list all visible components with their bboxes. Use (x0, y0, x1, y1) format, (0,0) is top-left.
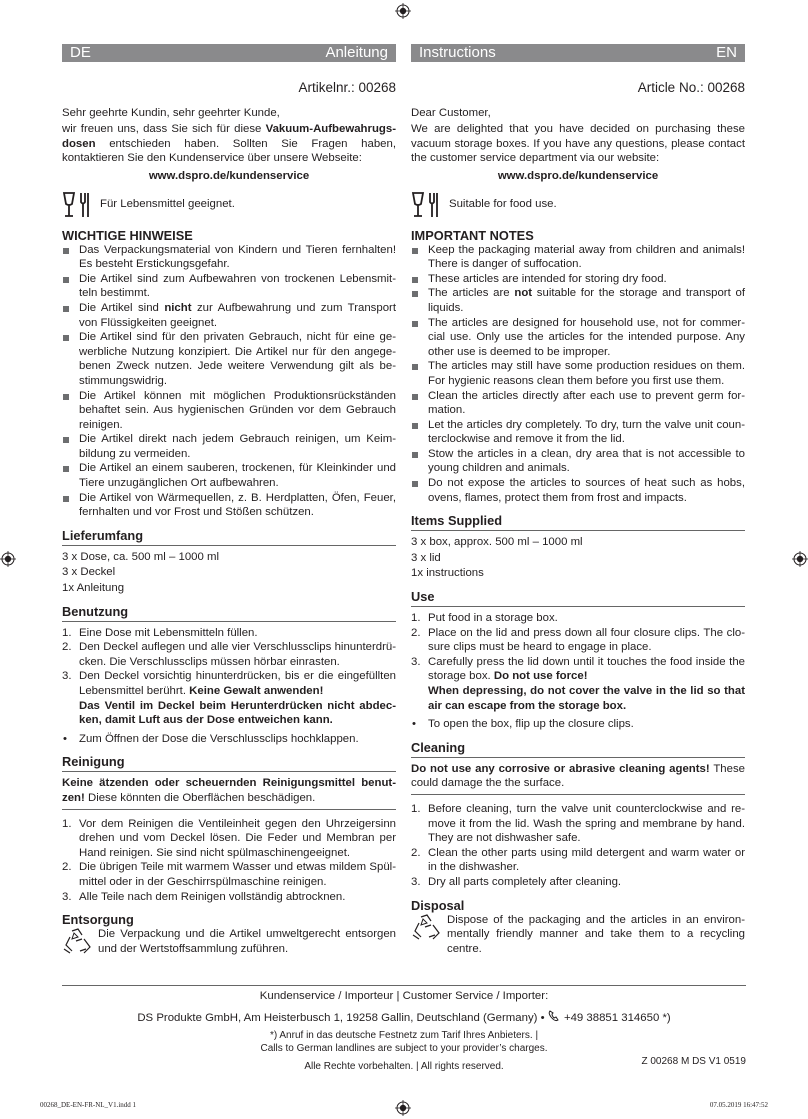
list-item: 3. Carefully press the lid down until it touches the food inside the storage box. Do not use force! When depressing, do not cover the valve in the lid so that air can escape from the storage box. (411, 655, 745, 712)
important-notes-list (411, 243, 745, 506)
supplied-item: 3 x Deckel (62, 566, 116, 579)
phone-number[interactable]: +49 38851 314650 *) (563, 1011, 671, 1024)
cleaning-steps (411, 802, 745, 890)
language-code: DE (70, 44, 91, 61)
greeting: Dear Customer, (411, 106, 491, 119)
website-link[interactable]: www.dspro.de/kundenservice (148, 169, 310, 182)
supplied-item: 3 x box, approx. 500 ml – 1000 ml (411, 536, 583, 549)
list-item: Let the articles dry completely. To dry, turn the valve unit counterclockwise and remove it from the lid. (411, 418, 745, 447)
print-slug-file: 00268_DE-EN-FR-NL_V1.indd 1 (40, 1101, 137, 1110)
rights-text: Alle Rechte vorbehalten. | All rights reserved. (304, 1061, 504, 1073)
list-item: 1. Vor dem Reinigen die Ventileinheit gegen den Uhrzeigersinn drehen und vom Deckel lösen. Die Feder und Membran per Hand reinigen. Sie sind nicht spülmaschinengeeignet. (62, 817, 396, 859)
list-item: 1. Put food in a storage box. (411, 612, 558, 625)
phone-icon (548, 1010, 561, 1022)
section-header (411, 44, 745, 62)
cleaning-heading: Cleaning (411, 739, 466, 755)
food-safe-notice (411, 189, 745, 221)
cleaning-warning: Do not use any corrosive or abrasive cleaning agents! These could damage the the surface. (411, 762, 745, 790)
intro-text: wir freuen uns, dass Sie sich für diese Vakuum-Aufbewahrugsdosen entschieden haben. Sollten Sie Fragen haben, kontaktieren Sie den Kundenservice über unsere Webseite: (62, 123, 396, 165)
website-link[interactable]: www.dspro.de/kundenservice (497, 169, 659, 182)
list-item: The articles may still have some production residues on them. For hygienic reasons clean them before you first use them. (411, 359, 745, 388)
tariff-note: Calls to German landlines are subject to your provider’s charges. (260, 1043, 548, 1055)
disposal-text: Die Verpackung und die Artikel umweltgerecht entsorgen und der Wertstoffsammlung zuführen. (98, 928, 396, 955)
list-item: Die Artikel direkt nach jedem Gebrauch reinigen, um Keimbildung zu vermeiden. (62, 432, 396, 461)
registration-mark-icon (0, 551, 16, 567)
language-code: EN (716, 44, 737, 61)
list-item: Die Artikel sind für den privaten Gebrauch, nicht für eine gewerbliche Nutzung konzipiert. Die Artikel nur für den angegebenen Zweck nutzen. Jede weitere Verwendung gilt als bestimmungswidrig. (62, 330, 396, 388)
supplied-item: 3 x lid (411, 551, 441, 564)
list-item: These articles are intended for storing dry food. (411, 272, 745, 287)
cleaning-steps (62, 817, 396, 905)
german-column (62, 44, 396, 956)
food-safe-label: Für Lebensmittel geeignet. (100, 198, 235, 211)
greeting: Sehr geehrte Kundin, sehr geehrter Kunde, (62, 106, 280, 119)
open-instruction: • To open the box, flip up the closure clips. (411, 717, 745, 732)
print-slug-date: 07.05.2019 16:47:52 (709, 1101, 768, 1110)
article-number: Artikelnr.: 00268 (298, 80, 396, 95)
list-item: 2. Die übrigen Teile mit warmem Wasser und etwas mildem Spülmittel oder in der Geschirrspülmaschine reinigen. (62, 861, 396, 888)
document-id: Z 00268 M DS V1 0519 (641, 1056, 746, 1067)
important-notes-list (62, 243, 396, 520)
disposal-heading: Disposal (411, 897, 465, 913)
food-safe-label: Suitable for food use. (449, 198, 557, 211)
customer-service-label: Kundenservice / Importeur | Customer Service / Importer: (259, 990, 549, 1002)
use-steps (411, 611, 745, 713)
list-item: Die Artikel sind nicht zur Aufbewahrung und zum Transport von Flüssigkeiten geeignet. (62, 301, 396, 330)
list-item: Keep the packaging material away from children and animals! There is danger of suffocation. (411, 243, 745, 272)
list-item: Do not expose the articles to sources of heat such as hobs, ovens, flames, protect them from frost and impacts. (411, 476, 745, 505)
disposal-heading: Entsorgung (62, 912, 134, 928)
notes-heading: IMPORTANT NOTES (411, 227, 534, 243)
cleaning-heading: Reinigung (62, 754, 125, 770)
list-item: Stow the articles in a clean, dry area that is not accessible to young children and animals. (411, 447, 745, 476)
cleaning-warning: Keine ätzenden oder scheuernden Reinigungsmittel benutzen! Diese könnten die Oberflächen beschädigen. (62, 777, 396, 804)
list-item: The articles are not suitable for the storage and transport of liquids. (411, 286, 745, 315)
list-item: The articles are designed for household use, not for commercial use. Only use the articles for the intended purpose. Any other use is deemed to be improper. (411, 316, 745, 360)
list-item: 1. Eine Dose mit Lebensmitteln füllen. (62, 626, 258, 639)
recycle-icon (411, 913, 443, 941)
disposal-notice (62, 927, 396, 956)
recycle-icon (62, 927, 94, 955)
open-instruction: • Zum Öffnen der Dose die Verschlussclips hochklappen. (62, 732, 396, 747)
supplied-heading: Items Supplied (411, 513, 503, 529)
list-item: Das Verpackungsmaterial von Kindern und Tieren fernhalten! Es besteht Erstickungsgefahr. (62, 243, 396, 272)
section-title: Instructions (419, 44, 496, 61)
english-column (411, 44, 745, 956)
registration-mark-icon (792, 551, 808, 567)
list-item: Die Artikel können mit möglichen Produktionsrückständen behaftet sein. Aus hygienischen Gründen vor dem Gebrauch reinigen. (62, 389, 396, 433)
list-item: 1. Before cleaning, turn the valve unit counterclockwise and remove it from the lid. Wash the spring and membrane by hand. They are not dishwasher safe. (411, 802, 745, 845)
company-address: DS Produkte GmbH, Am Heisterbusch 1, 19258 Gallin, Deutschland (Germany) • +49 38851 314650 *) (137, 1011, 671, 1024)
supplied-item: 3 x Dose, ca. 500 ml – 1000 ml (62, 550, 220, 563)
list-item: 2. Place on the lid and press down all four closure clips. The closure clips must be heard to engage in place. (411, 626, 745, 654)
list-item: 3. Alle Teile nach dem Reinigen vollständig abtrocknen. (62, 890, 346, 903)
use-steps (62, 626, 396, 728)
supplied-heading: Lieferumfang (62, 527, 144, 543)
list-item: Clean the articles directly after each use to prevent germ formation. (411, 389, 745, 418)
article-number: Article No.: 00268 (637, 80, 745, 95)
section-header (62, 44, 396, 62)
food-safe-notice (62, 189, 396, 221)
disposal-text: Dispose of the packaging and the articles in an environmentally friendly manner and take them to a recycling centre. (447, 913, 745, 955)
list-item: Die Artikel an einem sauberen, trockenen, für Kleinkinder und Tiere unzugänglichen Ort aufbewahren. (62, 461, 396, 490)
list-item: 2. Clean the other parts using mild detergent and warm water or in the dishwasher. (411, 846, 745, 874)
list-item: 3. Dry all parts completely after cleaning. (411, 875, 622, 888)
list-item: Die Artikel sind zum Aufbewahren von trockenen Lebensmitteln bestimmt. (62, 272, 396, 301)
disposal-notice (411, 913, 745, 957)
list-item: 2. Den Deckel auflegen und alle vier Verschlussclips hinunterdrücken. Die Verschlussclips müssen hörbar einrasten. (62, 641, 396, 668)
supplied-item: 1x instructions (411, 567, 484, 580)
tariff-note: *) Anruf in das deutsche Festnetz zum Tarif Ihres Anbieters. | (269, 1030, 539, 1042)
section-title: Anleitung (325, 44, 388, 61)
list-item: Die Artikel von Wärmequellen, z. B. Herdplatten, Öfen, Feuer, fernhalten und vor Frost und Stößen schützen. (62, 491, 396, 520)
use-heading: Benutzung (62, 603, 129, 619)
use-heading: Use (411, 589, 435, 605)
food-safe-icon (62, 190, 92, 220)
registration-mark-icon (395, 1100, 411, 1116)
registration-mark-icon (395, 3, 411, 19)
list-item: 3. Den Deckel vorsichtig hinunterdrücken, bis er die eingefüllten Lebensmittel berührt. Keine Gewalt anwenden! Das Ventil im Deckel beim Herunterdrücken nicht abdecken, damit Luft aus der Dose entweichen kann. (62, 670, 396, 727)
supplied-item: 1x Anleitung (62, 582, 125, 595)
food-safe-icon (411, 190, 441, 220)
notes-heading: WICHTIGE HINWEISE (62, 227, 193, 243)
intro-text: We are delighted that you have decided on purchasing these vacuum storage boxes. If you have any questions, please contact the customer service department via our website: (411, 123, 745, 165)
